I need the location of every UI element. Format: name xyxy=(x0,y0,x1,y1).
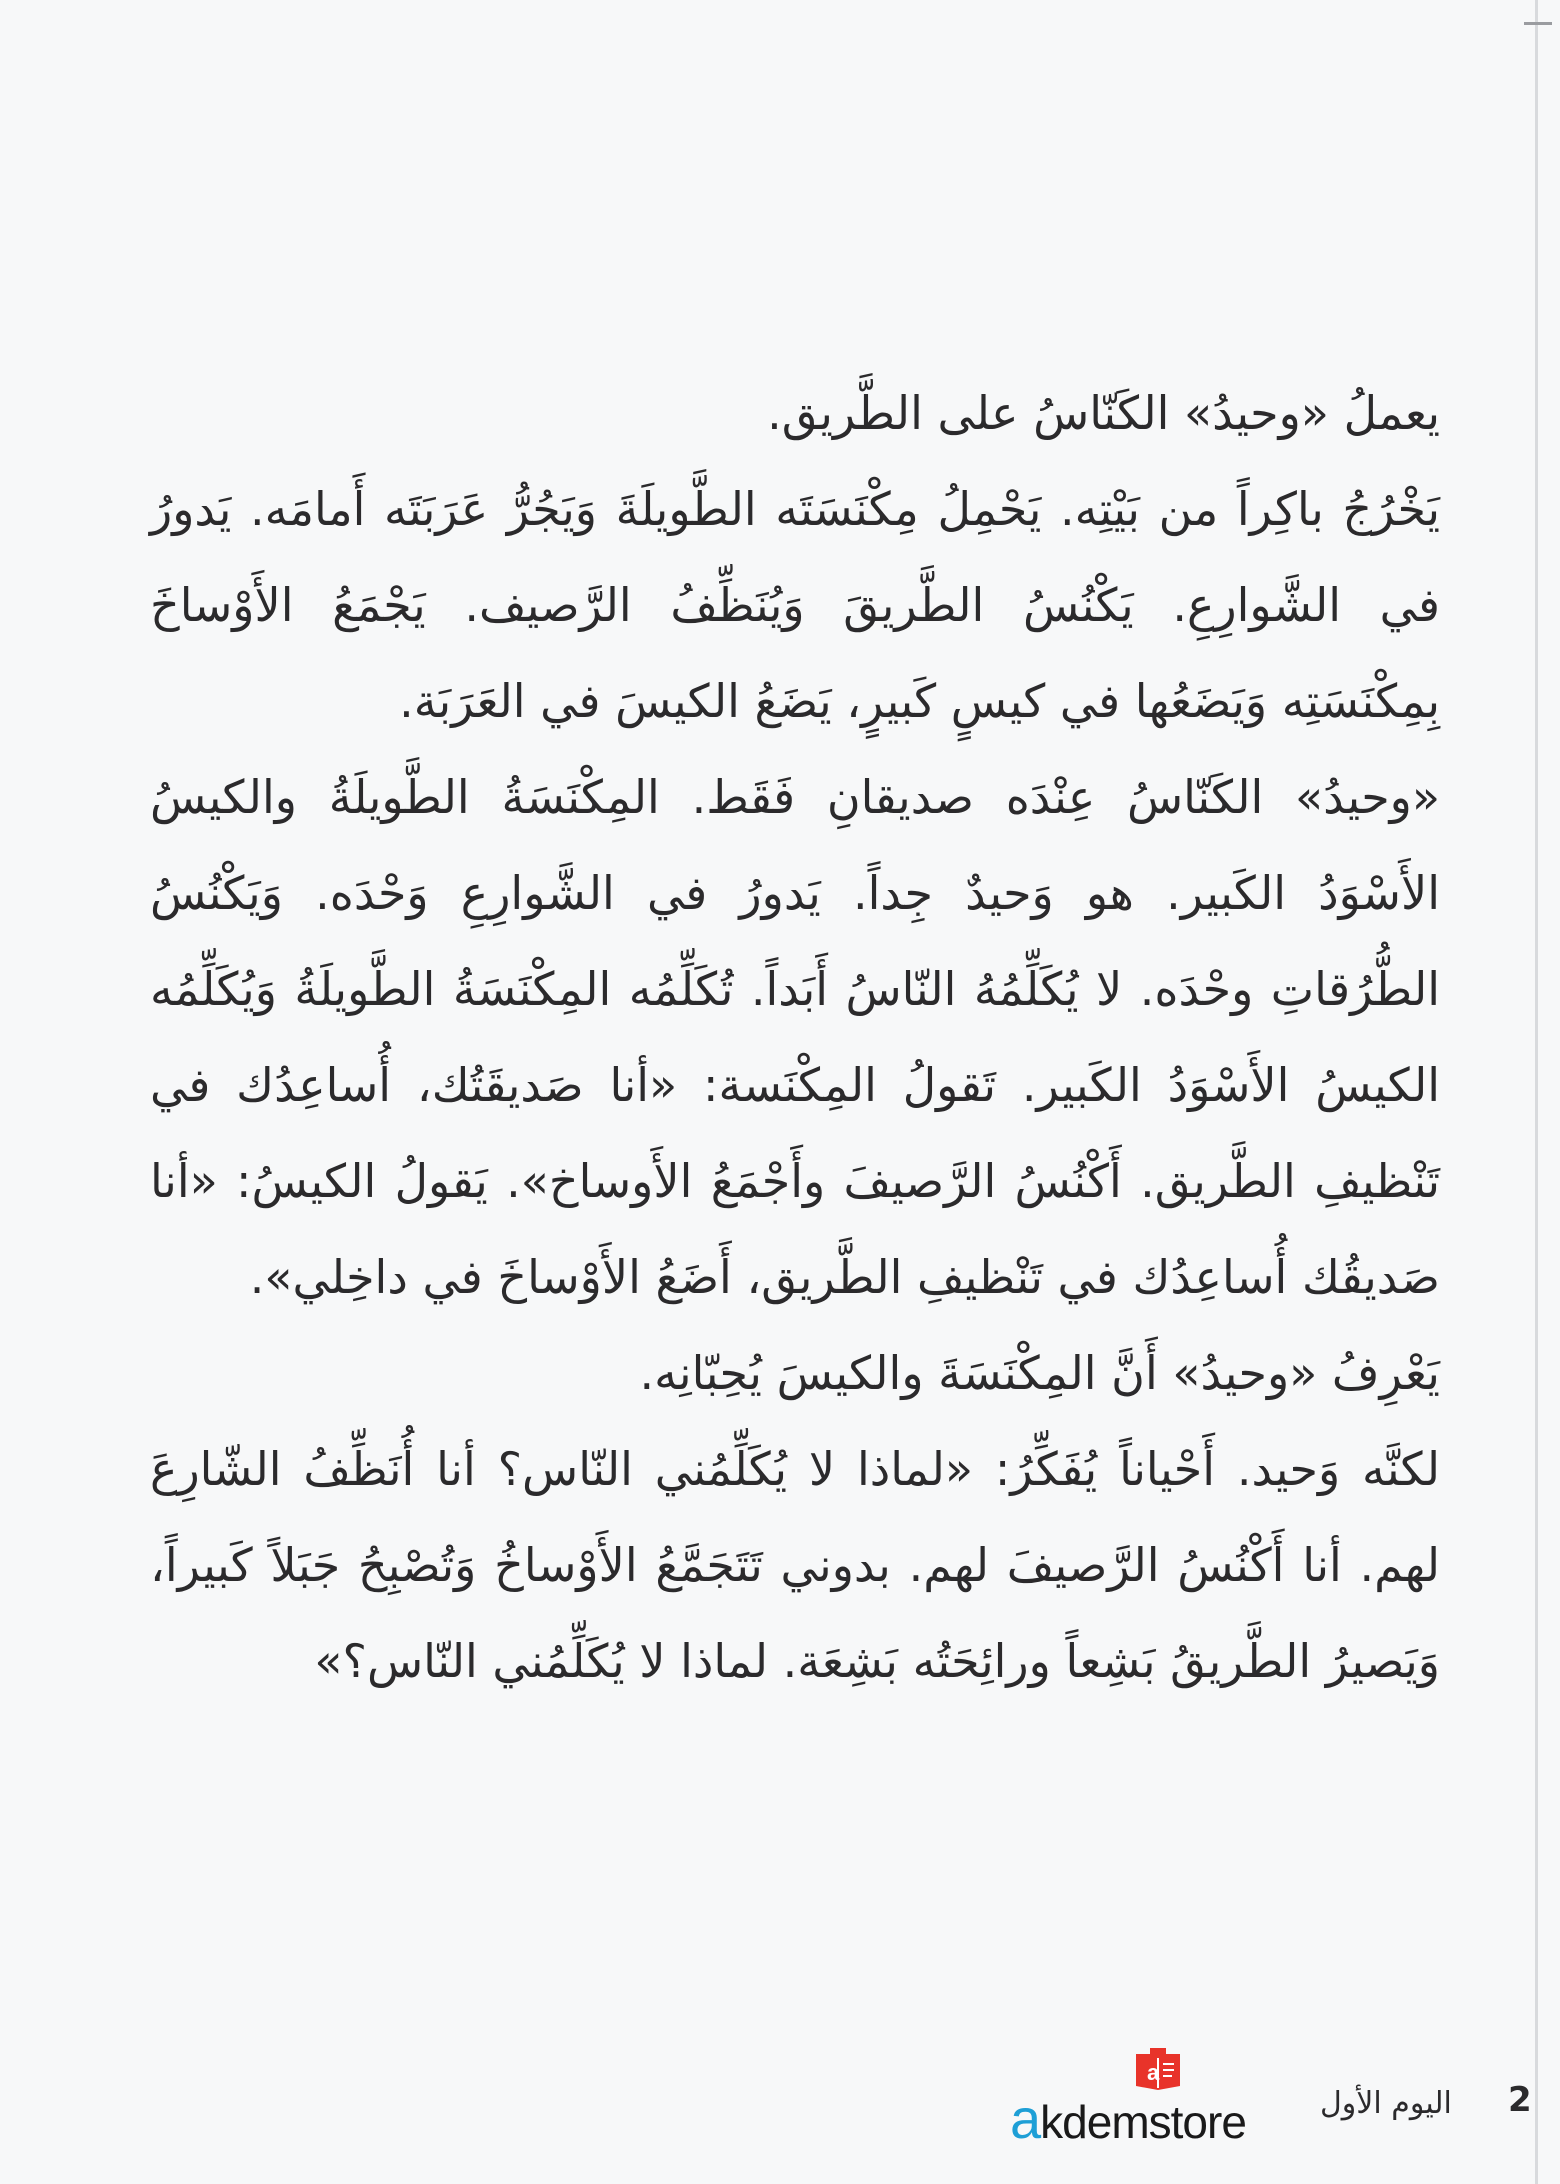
story-paragraph: يعملُ «وحيدُ» الكَنّاسُ على الطَّريق. xyxy=(767,386,1440,440)
logo-wordmark: akdemstore xyxy=(1010,2087,1246,2150)
story-paragraph: «وحيدُ» الكَنّاسُ عِنْدَه صديقانِ فَقَط. المِكْنَسَةُ الطَّويلَةُ والكيسُ الأَسْوَدُ الكَبير. هو وَحيدٌ جِداً. يَدورُ في الشَّوارِعِ وَحْدَه. وَيَكْنُسُ الطُّرُقاتِ وحْدَه. لا يُكَلِّمُهُ النّاسُ أَبَداً. تُكَلِّمُه المِكْنَسَةُ الطَّويلَةُ وَيُكَلِّمُه الكيسُ الأَسْوَدُ الكَبير. تَقولُ المِكْنَسة: «أنا صَديقَتُك، أُساعِدُك في تَنْظيفِ الطَّريق. أَكْنُسُ الرَّصيفَ وأَجْمَعُ الأَوساخ». يَقولُ الكيسُ: «أنا صَديقُك أُساعِدُك في تَنْظيفِ الطَّريق، أَضَعُ الأَوْساخَ في داخِلي». xyxy=(150,770,1440,1304)
story-paragraph: يَعْرِفُ «وحيدُ» أَنَّ المِكْنَسَةَ والكيسَ يُحِبّانِه. xyxy=(639,1346,1440,1400)
story-paragraph: لكنَّه وَحيد. أَحْياناً يُفَكِّرُ: «لماذا لا يُكَلِّمُني النّاس؟ أنا أُنَظِّفُ الشّارِعَ لهم. أنا أَكْنُسُ الرَّصيفَ لهم. بدوني تَتَجَمَّعُ الأَوْساخُ وَتُصْبِحُ جَبَلاً كَبيراً، وَيَصيرُ الطَّريقُ بَشِعاً ورائِحَتُه بَشِعَة. لماذا لا يُكَلِّمُني النّاس؟» xyxy=(150,1442,1440,1688)
page-number: 2 xyxy=(1508,2080,1532,2120)
svg-text:a: a xyxy=(1147,2060,1160,2085)
day-label: اليوم الأول xyxy=(1320,2086,1452,2121)
akdemstore-logo xyxy=(1010,2040,1320,2150)
story-text xyxy=(150,365,1440,1709)
book-logo-icon xyxy=(1130,2040,1186,2092)
page-footer xyxy=(0,2040,1560,2160)
page-edge xyxy=(1535,0,1538,2184)
story-paragraph: يَخْرُجُ باكِراً من بَيْتِه. يَحْمِلُ مِكْنَسَتَه الطَّويلَةَ وَيَجُرُّ عَرَبَتَه أَمامَه. يَدورُ في الشَّوارِعِ. يَكْنُسُ الطَّريقَ وَيُنَظِّفُ الرَّصيف. يَجْمَعُ الأَوْساخَ بِمِكْنَسَتِه وَيَضَعُها في كيسٍ كَبيرٍ، يَضَعُ الكيسَ في العَرَبَة. xyxy=(150,482,1440,728)
page-edge-mark xyxy=(1524,22,1552,25)
